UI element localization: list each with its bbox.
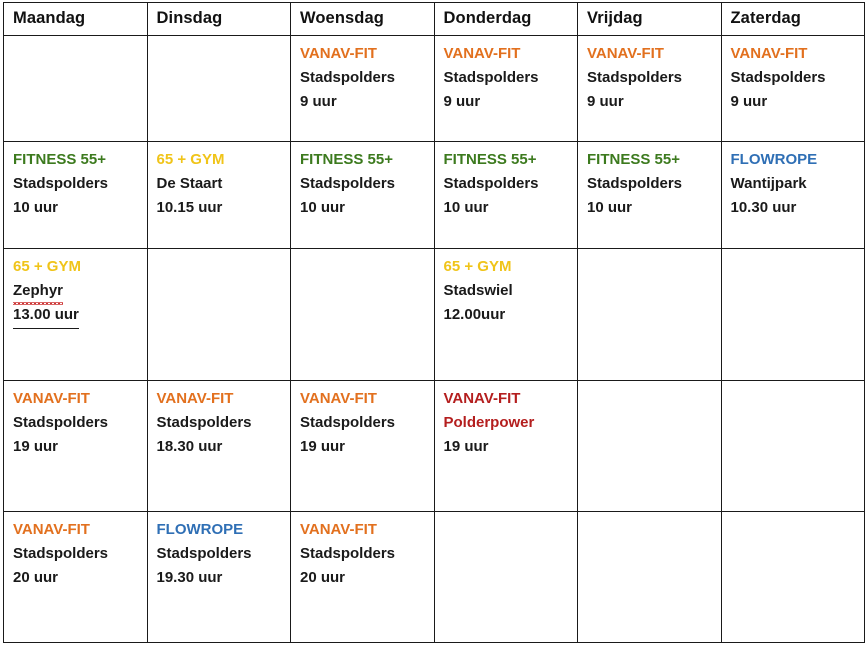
activity-time: 10 uur bbox=[300, 199, 346, 217]
activity-time: 20 uur bbox=[300, 568, 346, 586]
schedule-entry bbox=[300, 148, 426, 220]
schedule-cell bbox=[291, 380, 435, 511]
schedule-entry bbox=[731, 42, 857, 114]
column-header-vrijdag: Vrijdag bbox=[578, 3, 722, 36]
activity-time: 10.15 uur bbox=[156, 199, 223, 217]
activity-time: 9 uur bbox=[587, 93, 624, 110]
activity-title: VANAV-FIT bbox=[587, 45, 664, 62]
schedule-cell bbox=[147, 36, 291, 142]
schedule-cell bbox=[4, 380, 148, 511]
activity-title: FITNESS 55+ bbox=[587, 151, 680, 169]
schedule-entry bbox=[444, 42, 570, 114]
activity-location: Polderpower bbox=[443, 413, 535, 431]
activity-title: 65 + GYM bbox=[443, 257, 512, 275]
schedule-cell bbox=[721, 36, 865, 142]
activity-location: Stadspolders bbox=[443, 69, 539, 86]
activity-time: 10.30 uur bbox=[730, 199, 797, 217]
schedule-entry bbox=[587, 148, 713, 220]
activity-location: Stadspolders bbox=[300, 413, 396, 431]
schedule-cell bbox=[4, 511, 148, 642]
activity-location: Stadspolders bbox=[13, 175, 109, 193]
schedule-cell bbox=[291, 36, 435, 142]
activity-location: Stadspolders bbox=[13, 544, 109, 562]
activity-location: Stadspolders bbox=[300, 69, 396, 86]
schedule-cell bbox=[291, 142, 435, 248]
activity-time: 12.00uur bbox=[443, 305, 506, 323]
activity-location: Stadspolders bbox=[300, 544, 396, 562]
schedule-entry bbox=[444, 148, 570, 220]
column-header-maandag: Maandag bbox=[4, 3, 148, 36]
activity-time bbox=[13, 303, 139, 329]
activity-location: Stadspolders bbox=[587, 175, 683, 193]
activity-title: FITNESS 55+ bbox=[13, 151, 106, 169]
activity-location: De Staart bbox=[156, 175, 223, 193]
activity-location: Stadspolders bbox=[443, 175, 539, 193]
schedule-cell bbox=[291, 248, 435, 380]
schedule-entry bbox=[731, 148, 857, 220]
schedule-cell bbox=[434, 380, 578, 511]
activity-time: 18.30 uur bbox=[156, 437, 223, 455]
schedule-entry bbox=[13, 255, 139, 329]
schedule-cell bbox=[4, 248, 148, 380]
table-row bbox=[4, 142, 865, 248]
activity-time: 10 uur bbox=[13, 199, 59, 217]
activity-time: 19 uur bbox=[13, 437, 59, 455]
activity-title: VANAV-FIT bbox=[13, 389, 90, 407]
schedule-entry bbox=[587, 42, 713, 114]
schedule-cell bbox=[578, 248, 722, 380]
activity-location: Stadswiel bbox=[443, 281, 513, 299]
schedule-cell bbox=[434, 36, 578, 142]
schedule-cell bbox=[434, 511, 578, 642]
activity-title: VANAV-FIT bbox=[13, 520, 90, 538]
schedule-entry bbox=[300, 42, 426, 114]
activity-time: 19 uur bbox=[300, 437, 346, 455]
activity-location: Stadspolders bbox=[156, 413, 252, 431]
schedule-cell bbox=[147, 511, 291, 642]
schedule-entry bbox=[157, 387, 283, 459]
activity-title: 65 + GYM bbox=[156, 151, 225, 169]
activity-title: FITNESS 55+ bbox=[300, 151, 393, 169]
schedule-cell bbox=[721, 511, 865, 642]
activity-title: VANAV-FIT bbox=[443, 45, 521, 62]
schedule-entry bbox=[13, 387, 139, 459]
activity-location: Stadspolders bbox=[156, 544, 252, 562]
schedule-cell bbox=[434, 248, 578, 380]
column-header-donderdag: Donderdag bbox=[434, 3, 578, 36]
activity-title: FITNESS 55+ bbox=[443, 151, 537, 169]
table-body bbox=[4, 36, 865, 643]
schedule-cell bbox=[721, 248, 865, 380]
activity-location: Stadspolders bbox=[730, 69, 826, 86]
schedule-entry bbox=[300, 518, 426, 590]
schedule-cell bbox=[4, 142, 148, 248]
schedule-entry bbox=[157, 148, 283, 220]
activity-title: VANAV-FIT bbox=[156, 389, 234, 407]
column-header-dinsdag: Dinsdag bbox=[147, 3, 291, 36]
activity-location: Stadspolders bbox=[587, 69, 683, 86]
activity-time: 10 uur bbox=[443, 199, 489, 217]
table-header-row bbox=[4, 3, 865, 36]
activity-title: 65 + GYM bbox=[13, 257, 81, 275]
activity-time: 19 uur bbox=[443, 437, 489, 455]
table-row bbox=[4, 36, 865, 142]
schedule-cell bbox=[4, 36, 148, 142]
table-row bbox=[4, 511, 865, 642]
schedule-cell bbox=[291, 511, 435, 642]
activity-location bbox=[13, 279, 139, 303]
activity-title: FLOWROPE bbox=[156, 520, 244, 538]
activity-title: FLOWROPE bbox=[730, 151, 818, 169]
schedule-entry bbox=[13, 148, 139, 220]
schedule-entry bbox=[157, 518, 283, 590]
schedule-cell bbox=[147, 248, 291, 380]
activity-time: 10 uur bbox=[587, 199, 633, 217]
activity-title: VANAV-FIT bbox=[300, 389, 377, 407]
schedule-cell bbox=[147, 380, 291, 511]
activity-time: 9 uur bbox=[300, 93, 337, 110]
schedule-cell bbox=[434, 142, 578, 248]
schedule-cell bbox=[721, 380, 865, 511]
activity-location-text: Zephyr bbox=[13, 279, 63, 303]
column-header-woensdag: Woensdag bbox=[291, 3, 435, 36]
schedule-cell bbox=[147, 142, 291, 248]
schedule-entry bbox=[300, 387, 426, 459]
activity-time-text: 13.00 uur bbox=[13, 303, 79, 329]
schedule-cell bbox=[578, 142, 722, 248]
activity-time: 9 uur bbox=[443, 93, 481, 110]
schedule-entry bbox=[444, 255, 570, 327]
activity-time: 20 uur bbox=[13, 568, 59, 586]
activity-time: 19.30 uur bbox=[156, 568, 223, 586]
activity-title: VANAV-FIT bbox=[443, 389, 521, 407]
activity-location: Wantijpark bbox=[730, 175, 807, 193]
activity-time: 9 uur bbox=[730, 93, 768, 110]
activity-title: VANAV-FIT bbox=[300, 45, 377, 62]
activity-location: Stadspolders bbox=[13, 413, 109, 431]
schedule-cell bbox=[578, 380, 722, 511]
activity-location: Stadspolders bbox=[300, 175, 396, 193]
activity-title: VANAV-FIT bbox=[300, 520, 377, 538]
activity-title: VANAV-FIT bbox=[730, 45, 808, 62]
schedule-entry bbox=[13, 518, 139, 590]
schedule-cell bbox=[578, 511, 722, 642]
schedule-entry bbox=[444, 387, 570, 459]
weekly-schedule-table bbox=[3, 2, 865, 643]
table-row bbox=[4, 248, 865, 380]
column-header-zaterdag: Zaterdag bbox=[721, 3, 865, 36]
schedule-cell bbox=[721, 142, 865, 248]
table-row bbox=[4, 380, 865, 511]
schedule-cell bbox=[578, 36, 722, 142]
